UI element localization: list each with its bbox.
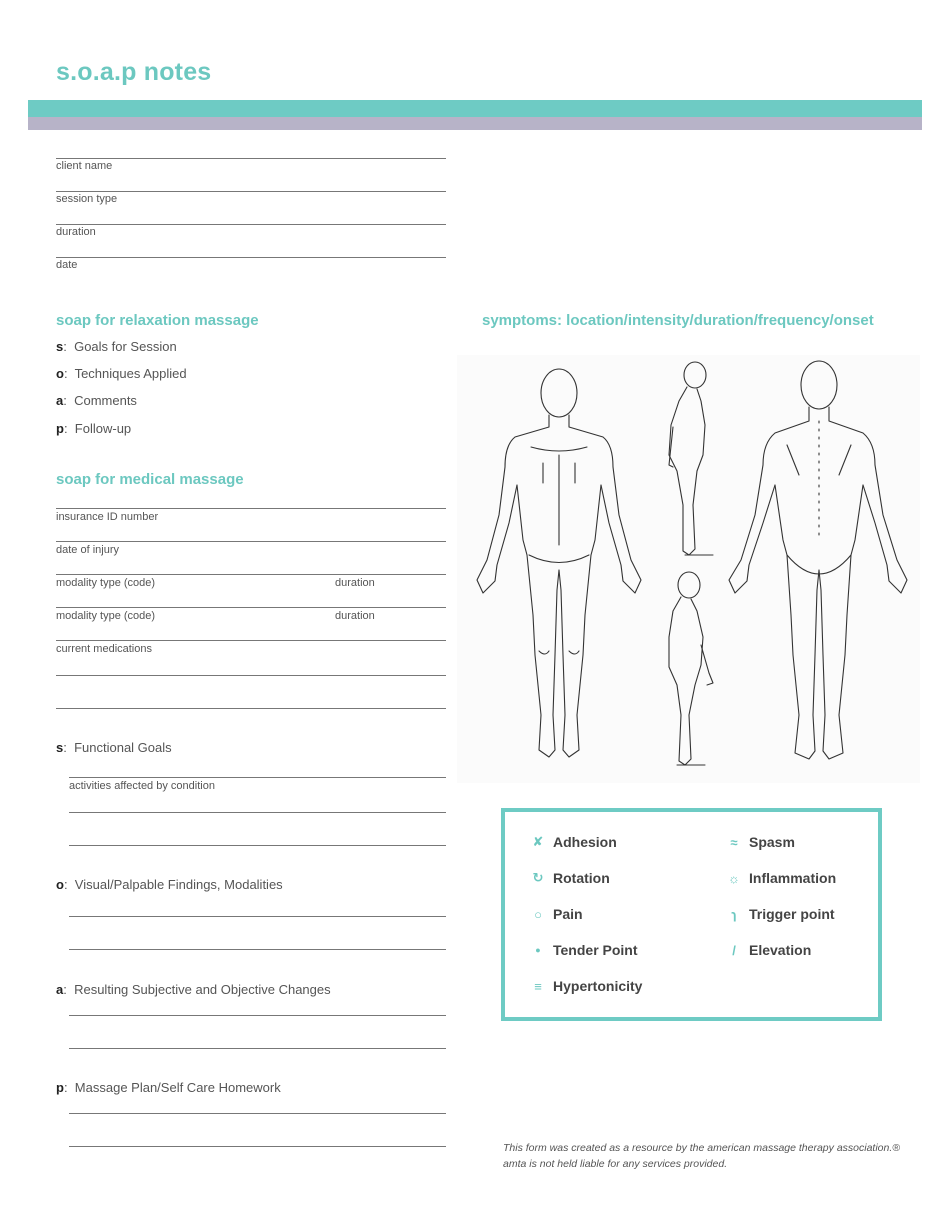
legend-pain: ○ Pain <box>529 906 583 922</box>
insurance-line[interactable] <box>56 508 446 509</box>
medical-s: s: Functional Goals <box>56 740 172 755</box>
modality-duration-1: duration <box>335 577 375 589</box>
legend-elevation: / Elevation <box>725 942 811 958</box>
modality-label-2: modality type (code) <box>56 610 156 622</box>
injury-label: date of injury <box>56 544 119 556</box>
legend-inflammation: ☼ Inflammation <box>725 870 836 886</box>
legend-tender-point: ● Tender Point <box>529 942 638 958</box>
footer-line-1: This form was created as a resource by the american massage therapy association.® <box>503 1142 901 1154</box>
footer-note <box>503 1140 900 1172</box>
side-body-figure-upper <box>669 362 713 555</box>
medical-o: o: Visual/Palpable Findings, Modalities <box>56 877 283 892</box>
legend-hypertonicity: ≡ Hypertonicity <box>529 978 642 994</box>
relaxation-p: p: Follow-up <box>56 421 132 436</box>
footer-line-2: amta is not held liable for any services provided. <box>503 1158 728 1170</box>
legend-trigger-point: ɿ Trigger point <box>725 906 835 922</box>
front-body-figure <box>477 369 641 757</box>
medications-line-2[interactable] <box>56 675 446 676</box>
relaxation-a: a: Comments <box>56 393 137 408</box>
medications-label: current medications <box>56 643 152 655</box>
plan-line-2[interactable] <box>69 1146 446 1147</box>
medications-line[interactable] <box>56 640 446 641</box>
findings-line-1[interactable] <box>69 916 446 917</box>
legend-rotation: ↻ Rotation <box>529 870 610 886</box>
x-mark-icon: ✘ <box>532 834 544 849</box>
modality-duration-2: duration <box>335 610 375 622</box>
date-label: date <box>56 259 78 271</box>
medications-line-3[interactable] <box>56 708 446 709</box>
modality-label-1: modality type (code) <box>56 577 156 589</box>
legend-spasm: ≈ Spasm <box>725 834 795 850</box>
changes-line-1[interactable] <box>69 1015 446 1016</box>
relaxation-s: s: Goals for Session <box>56 339 177 354</box>
duration-line[interactable] <box>56 224 446 225</box>
lines-icon: ≡ <box>534 978 542 994</box>
activities-label: activities affected by condition <box>69 780 215 792</box>
rotation-icon: ↻ <box>532 870 544 885</box>
slash-icon: / <box>732 942 736 958</box>
hook-icon: ɿ <box>731 906 737 922</box>
relaxation-heading: soap for relaxation massage <box>56 312 259 329</box>
session-type-line[interactable] <box>56 191 446 192</box>
dot-icon: ● <box>535 945 541 955</box>
modality-line-1[interactable] <box>56 574 446 575</box>
duration-label: duration <box>56 226 96 238</box>
date-line[interactable] <box>56 257 446 258</box>
side-body-figure-lower <box>669 572 713 765</box>
insurance-label: insurance ID number <box>56 511 159 523</box>
medical-a: a: Resulting Subjective and Objective Changes <box>56 982 331 997</box>
body-diagram[interactable] <box>457 355 920 783</box>
session-type-label: session type <box>56 193 118 205</box>
activities-line-1[interactable] <box>69 812 446 813</box>
medical-p: p: Massage Plan/Self Care Homework <box>56 1080 281 1095</box>
sun-icon: ☼ <box>728 870 740 886</box>
circle-icon: ○ <box>534 906 542 922</box>
functional-goals-line[interactable] <box>69 777 446 778</box>
findings-line-2[interactable] <box>69 949 446 950</box>
page-title: s.o.a.p notes <box>56 58 212 86</box>
header-band-teal <box>28 100 922 117</box>
relaxation-o: o: Techniques Applied <box>56 366 187 381</box>
plan-line-1[interactable] <box>69 1113 446 1114</box>
modality-line-2[interactable] <box>56 607 446 608</box>
legend-adhesion: ✘ Adhesion <box>529 834 617 850</box>
client-name-line[interactable] <box>56 158 446 159</box>
back-body-figure <box>729 361 907 759</box>
symptom-legend <box>501 808 882 1021</box>
header-band-gray <box>28 117 922 130</box>
injury-line[interactable] <box>56 541 446 542</box>
symptoms-heading: symptoms: location/intensity/duration/frequency/onset <box>482 312 874 329</box>
wave-icon: ≈ <box>730 834 738 850</box>
activities-line-2[interactable] <box>69 845 446 846</box>
changes-line-2[interactable] <box>69 1048 446 1049</box>
medical-heading: soap for medical massage <box>56 471 244 488</box>
client-name-label: client name <box>56 160 113 172</box>
